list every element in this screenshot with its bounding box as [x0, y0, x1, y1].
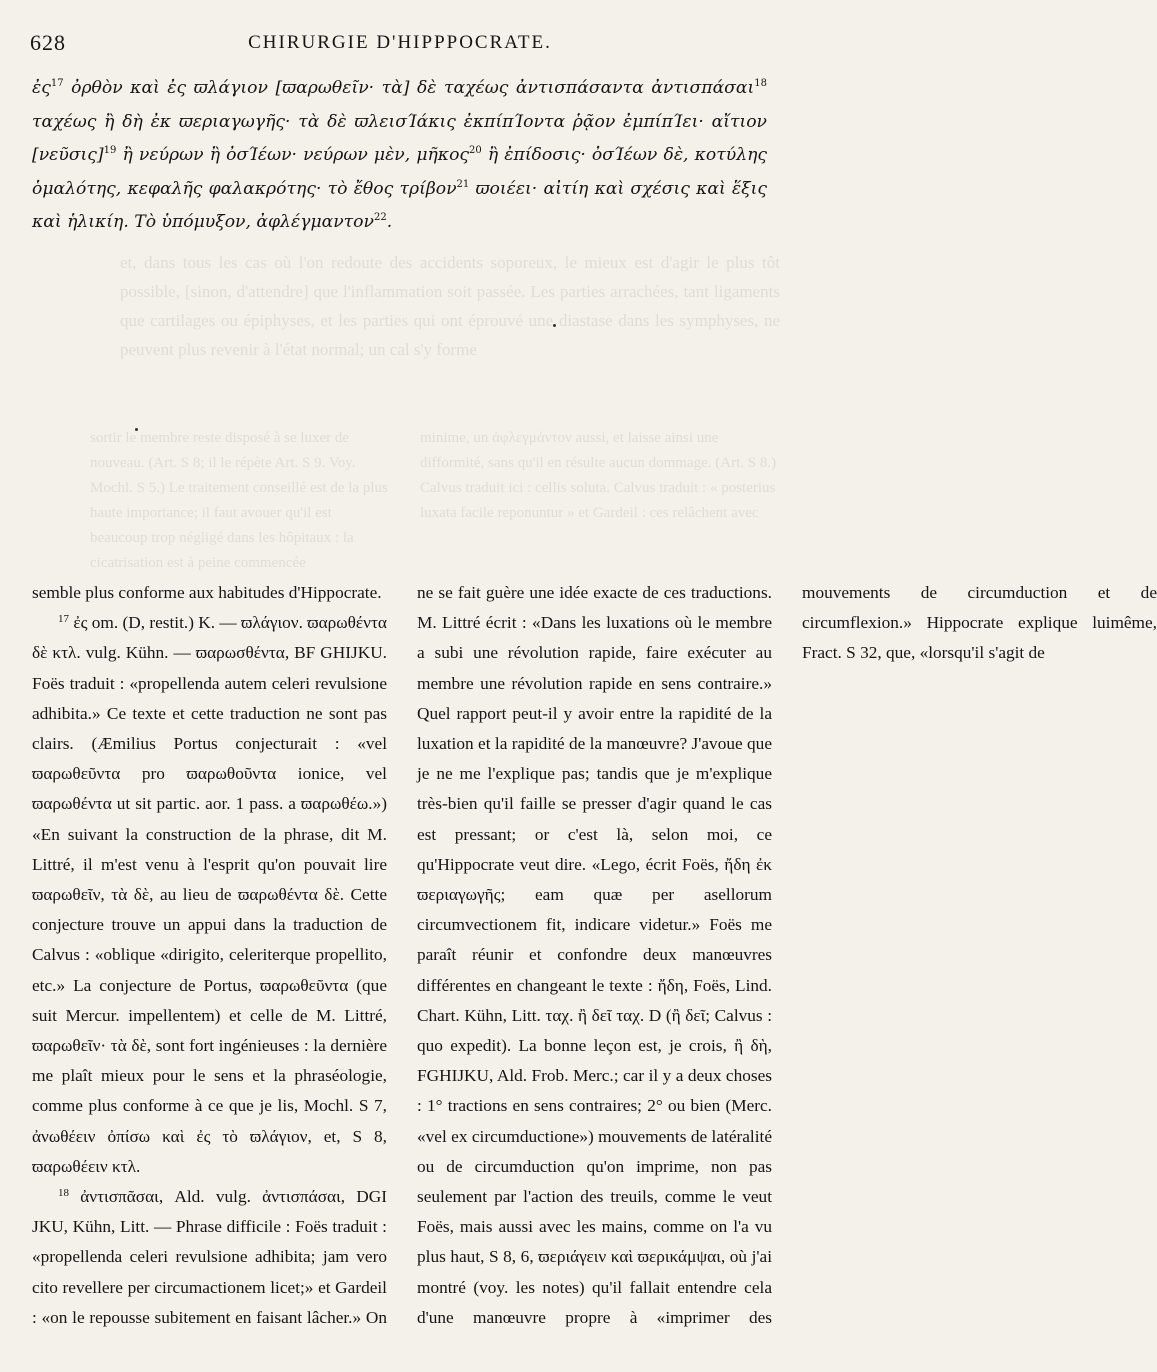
greek-segment: ἢ ἐπίδοσις· ὀσΊέων δὲ, κοτύλης ὁμαλότης, κεφαλῆς φαλακρότης· τὸ ἔθος τρίβον — [32, 145, 768, 199]
note-number: 17 — [58, 613, 69, 626]
bleed-through-left: sortir le membre reste disposé à se luxer de nouveau. (Art. S 8; il le répète Art. S 9. Voy. Mochl. S 5.) Le traitement conseillé est de la plus haute importance; il faut avouer qu'il est beaucoup trop négligé dans les hôpitaux : la cicatrisation est à peine commencée — [90, 430, 388, 571]
footnote-ref-22: 22 — [373, 212, 387, 223]
page-header — [30, 30, 770, 58]
greek-segment: ἐς — [32, 78, 51, 98]
greek-segment: . — [386, 212, 393, 232]
greek-segment: ϖοιέει· αἰτίη καὶ σχέσις καὶ ἕξις καὶ ἡλικίη. Τὸ ὑπόμυξον, ἀφλέγμαντον — [32, 178, 767, 232]
note-continuation: semble plus conforme aux habitudes d'Hippocrate. — [32, 583, 382, 602]
greek-segment: ταχέως ἢ δὴ ἐκ ϖεριαγωγῆς· τὰ δὲ ϖλεισΊάκις ἐκπίπΊοντα ῥᾷον ἐμπίπΊει· αἴτιον [νεῦσις] — [32, 111, 767, 165]
paper-speck — [135, 428, 138, 431]
page-number: 628 — [30, 30, 66, 55]
note-number: 18 — [58, 1187, 69, 1200]
paper-speck — [553, 324, 556, 327]
note-17 — [32, 608, 387, 1182]
bleed-through-right: minime, un ἀφλεγμάντον aussi, et laisse ainsi une difformité, sans qu'il en résulte aucun dommage. (Art. S 8.) Calvus traduit ici : cellis soluta. Calvus traduit : « posterius luxata facile reponuntur » et Gardeil : ces relâchent avec — [420, 430, 777, 521]
running-title: CHIRURGIE D'HIPPPOCRATE. — [248, 32, 552, 53]
footnotes-two-column — [32, 578, 1157, 1358]
footnote-ref-19: 19 — [103, 145, 117, 156]
greek-segment: ὀρθὸν καὶ ἐς ϖλάγιον [ϖαρωθεῖν· τὰ] δὲ ταχέως ἀντισπάσαντα ἀντισπάσαι — [63, 78, 755, 98]
greek-segment: ἢ νεύρων ἢ ὀσΊέων· νεύρων μὲν, μῆκος — [116, 145, 470, 165]
note-text: ἐς om. (D, restit.) K. — ϖλάγιον. ϖαρωθέντα δὲ κτλ. vulg. Kühn. — ϖαρωσθέντα, BF GHIJKU. Foës traduit : «propellenda autem celeri revulsione adhibita.» Ce texte et cette traduction ne sont pas clairs. (Æmilius Portus conjecturait : «vel ϖαρωθεῦντα pro ϖαρωθοῦντα ionice, vel ϖαρωθέντα ut sit partic. aor. 1 pass. a ϖαρωθέω.») «En suivant la construction de la phrase, dit M. Littré, il m'est venu à l'esprit qu'on pouvait lire ϖαρωθεῖν, τὰ δὲ, au lieu de ϖαρωθέντα δὲ. Cette conjecture trouve un appui dans la traduction de Calvus : «oblique «dirigito, celeriterque propellito, etc.» La conjecture de Portus, ϖαρωθεῦντα (que suit Mercur. impellentem) et celle de M. Littré, ϖαρωθεῖν· τὰ δὲ, sont fort ingénieuses : la dernière me plaît mieux pour le sens et la phraséologie, comme plus conforme à ce que je lis, Mochl. S 7, ἀνωθέειν ὀπίσω καὶ ἐς τὸ ϖλάγιον, et, S 8, ϖαρωθέειν κτλ. — [32, 613, 387, 1176]
note-text: ἀντισπᾶσαι, Ald. vulg. ἀντισπάσαι, DGI JKU, Kühn, Litt. — Phrase difficile : Foës traduit : «propellenda celeri revulsione adhibita; jam vero cito revellere per circumactionem licet;» et Gardeil : «on le repousse subitement en faisant lâcher.» On ne se fait guère une idée exacte de ces traductions. M. Littré écrit : «Dans les luxations où le membre a subi une révolution rapide, faire exécuter au membre une révolution rapide en sens contraire.» Quel rapport peut-il y avoir entre la rapidité de la luxation et la rapidité de la manœuvre? J'avoue que je ne me l'explique pas; tandis que je m'explique très-bien qu'il faille se presser d'agir quand le cas est pressant; or c'est là, selon moi, ce qu'Hippocrate veut dire. «Lego, écrit Foës, ἤδη ἐκ ϖεριαγωγῆς; eam quæ per asellorum circumvectionem fit, indicare videtur.» Foës me paraît réunir et confondre deux manœuvres différentes en changeant le texte : ἤδη, Foës, Lind. Chart. Kühn, Litt. ταχ. ἢ δεῖ ταχ. D (ἢ δεῖ; Calvus : quo expedit). La bonne leçon est, je crois, ἢ δὴ, FGHIJKU, Ald. Frob. Merc.; car il y a deux choses : 1° tractions en sens contraires; 2° ou bien (Merc. «vel ex circumductione») mouvements de latéralité ou de circumduction qu'on imprime, non pas seulement par l'action des treuils, comme le veut Foës, mais aussi avec les mains, comme on l'a vu plus haut, S 8, 6, ϖεριάγειν καὶ ϖερικάμψαι, où j'ai montré (voy. les notes) qu'il fallait entendre cela d'une manœuvre propre à «imprimer des mouvements de circumduction et de circumflexion.» Hippocrate explique luimême, Fract. S 32, que, «lorsqu'il s'agit de — [32, 583, 1157, 1327]
footnote-ref-18: 18 — [754, 78, 767, 89]
bleed-through-top: et, dans tous les cas où l'on redoute des accidents soporeux, le mieux est d'agir le plus tôt possible, [sinon, d'attendre] que l'inflammation soit passée. Les parties arrachées, tant ligaments que cartilages ou épiphyses, et les parties qui ont éprouvé une diastase dans les symphyses, ne peuvent plus revenir à l'état normal; un cal s'y forme — [120, 253, 780, 359]
footnote-ref-17: 17 — [50, 78, 64, 89]
greek-text-block — [32, 72, 767, 240]
footnote-ref-21: 21 — [456, 178, 470, 190]
footnote-ref-20: 20 — [469, 145, 482, 156]
